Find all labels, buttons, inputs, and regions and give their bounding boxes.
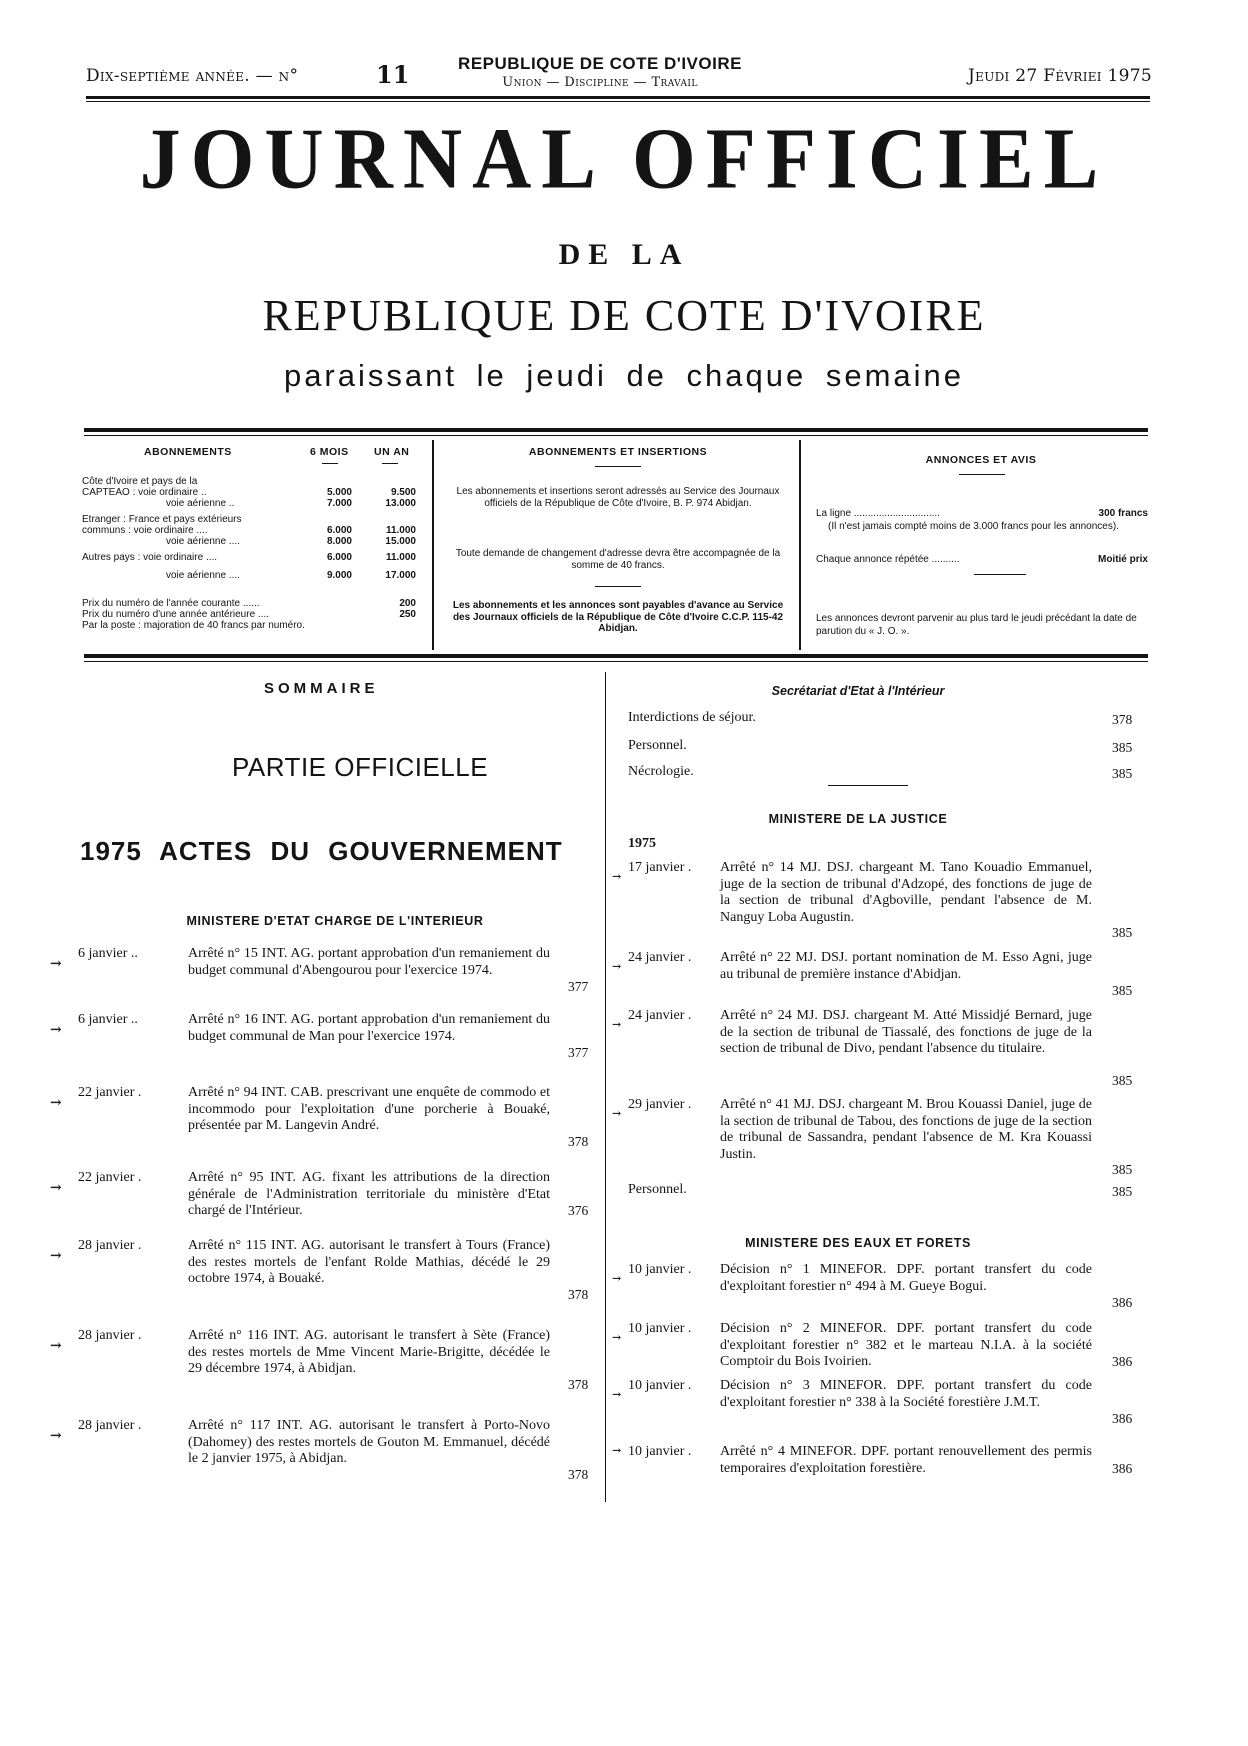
margin-tick-mark: → (50, 956, 62, 972)
margin-tick-mark: → (50, 1248, 62, 1264)
forets-heading: MINISTERE DES EAUX ET FORETS (745, 1236, 971, 1250)
entry-date: 6 janvier .. (78, 1012, 138, 1027)
entry-page: 386 (1112, 1354, 1133, 1369)
abonnement-un-an-value: 13.000 (385, 498, 416, 509)
secretariat-item-page: 378 (1112, 712, 1133, 727)
section-separator (828, 785, 908, 786)
entry-date: 28 janvier . (78, 1238, 142, 1253)
entry-date: 10 janvier . (628, 1444, 692, 1459)
entry-text: Arrêté n° 22 MJ. DSJ. portant nomination de M. Esso Agni, juge au tribunal de première instance d'Abidjan. (720, 950, 1092, 982)
entry-text: Arrêté n° 4 MINEFOR. DPF. portant renouvellement des permis temporaires d'exploitation forestière. (720, 1444, 1092, 1476)
abonnement-6mois-value: 5.000 (326, 487, 352, 498)
entry-text: Arrêté n° 16 INT. AG. portant approbation d'un remaniement du budget communal de Man pour l'exercice 1974. (188, 1012, 550, 1044)
entry-page: 386 (1112, 1411, 1133, 1426)
header-rule-thick (86, 96, 1150, 99)
ministere-interieur-heading: MINISTERE D'ETAT CHARGE DE L'INTERIEUR (186, 914, 484, 928)
entry-text: Arrêté n° 94 INT. CAB. prescrivant une enquête de commodo et incommodo pour l'exploitation d'une porcherie à Bouaké, présentée par M. Langevin André. (188, 1085, 550, 1133)
abonnement-6mois-value: 8.000 (326, 536, 352, 547)
annonces-repete-value: Moitié prix (1097, 554, 1148, 565)
entry-text: Décision n° 1 MINEFOR. DPF. portant transfert du code d'exploitant forestier n° 494 à M. Gueye Bogui. (720, 1262, 1092, 1294)
insertions-address (450, 486, 786, 509)
entry-page: 378 (568, 1134, 589, 1149)
entry-date: 24 janvier . (628, 950, 692, 965)
margin-tick-mark: → (50, 1095, 62, 1111)
header-rule-thin (86, 101, 1150, 102)
margin-tick-mark: → (50, 1338, 62, 1354)
price-value: 250 (399, 609, 416, 620)
justice-personnel-label: Personnel. (628, 1182, 687, 1197)
abonnements-heading: ABONNEMENTS (144, 446, 232, 458)
entry-page: 385 (1112, 983, 1133, 998)
entry-page: 377 (568, 1045, 589, 1060)
annonces-heading: ANNONCES ET AVIS (925, 454, 1037, 466)
entry-text: Arrêté n° 116 INT. AG. autorisant le transfert à Sète (France) des restes mortels de Mme Vincent Marie-Brigitte, décédée le 29 décembre 1974, à Abidjan. (188, 1328, 550, 1376)
box-bottom-rule-thin (84, 661, 1148, 662)
abonnement-un-an-value: 11.000 (385, 552, 416, 563)
entry-page: 385 (1112, 1162, 1133, 1177)
price-label: Prix du numéro d'une année antérieure .... (82, 609, 270, 620)
column-divider (605, 672, 606, 1502)
entry-date: 29 janvier . (628, 1097, 692, 1112)
margin-tick-mark: → (50, 1022, 62, 1038)
annonces-deadline: Les annonces devront parvenir au plus tard le jeudi précédant la date de parution du « J. O. ». (816, 613, 1137, 637)
entry-page: 386 (1112, 1295, 1133, 1310)
annonces-ligne-label: La ligne ............................... (816, 508, 940, 519)
entry-text: Décision n° 2 MINEFOR. DPF. portant transfert du code d'exploitant forestier n° 382 et le marteau N.I.A. à la société Comptoir du Bois Ivoirien. (720, 1321, 1092, 1369)
abonnement-6mois-value: 6.000 (326, 552, 352, 563)
entry-text: Arrêté n° 14 MJ. DSJ. chargeant M. Tano Kouadio Emmanuel, juge de la section de tribunal d'Adzopé, des fonctions de juge de la section de tribunal d'Agboville, pendant l'absence de M. Nanguy Loba Augustin. (720, 860, 1092, 925)
abonnement-6mois-value: 6.000 (326, 525, 352, 536)
box-top-rule-thin (84, 435, 1148, 436)
entry-date: 6 janvier .. (78, 946, 138, 961)
abonnement-un-an-value: 9.500 (390, 487, 416, 498)
secretariat-item-page: 385 (1112, 740, 1133, 755)
entry-page: 385 (1112, 925, 1133, 940)
entry-date: 24 janvier . (628, 1008, 692, 1023)
header-motto: Union — Discipline — Travail (502, 75, 698, 90)
price-label: Par la poste : majoration de 40 francs par numéro. (82, 620, 305, 631)
abonnement-row-label: Etranger : France et pays extérieurs (82, 514, 242, 525)
annonces-repete-label: Chaque annonce répétée .......... (816, 554, 960, 565)
secretariat-item-page: 385 (1112, 766, 1133, 781)
abonnement-row-label: CAPTEAO : voie ordinaire .. (82, 487, 207, 498)
entry-date: 10 janvier . (628, 1378, 692, 1393)
entry-page: 386 (1112, 1461, 1133, 1476)
dash (959, 474, 1005, 475)
insertions-change-address (450, 548, 786, 571)
abonnement-6mois-value: 7.000 (326, 498, 352, 509)
col-un-an: UN AN (374, 446, 410, 458)
insertions-p1: Les abonnements et insertions seront adressés au Service des Journaux officiels de la République de Côte d'Ivoire, B. P. 974 Abidjan. (456, 486, 780, 509)
entry-date: 22 janvier . (78, 1170, 142, 1185)
entry-date: 10 janvier . (628, 1321, 692, 1336)
entry-date: 28 janvier . (78, 1418, 142, 1433)
entry-text: Arrêté n° 95 INT. AG. fixant les attributions de la direction générale de l'Administration territoriale du ministère d'Etat chargé de l'Intérieur. (188, 1170, 550, 1218)
abonnement-row-label: Côte d'Ivoire et pays de la (82, 476, 198, 487)
header-republic (420, 54, 780, 90)
issue-date: Jeudi 27 Févriei 1975 (968, 66, 1152, 86)
annonces-column (814, 454, 1148, 637)
col-6mois: 6 MOIS (310, 446, 349, 458)
box-divider-2 (799, 440, 801, 650)
margin-tick-mark: → (50, 1180, 62, 1196)
partie-officielle-heading: PARTIE OFFICIELLE (232, 752, 489, 782)
margin-tick-mark: → (612, 960, 622, 973)
dash (595, 466, 641, 467)
margin-tick-mark: → (612, 870, 622, 883)
justice-year: 1975 (628, 836, 656, 851)
abonnement-row-label: voie aérienne .... (166, 536, 240, 547)
price-label: Prix du numéro de l'année courante ...... (82, 598, 260, 609)
year-issue-label: Dix-septième année. — n° (86, 66, 299, 86)
abonnement-un-an-value: 15.000 (385, 536, 416, 547)
secretariat-item-label: Interdictions de séjour. (628, 710, 756, 725)
entry-page: 378 (568, 1467, 589, 1482)
masthead-republic: REPUBLIQUE DE COTE D'IVOIRE (262, 291, 986, 340)
dash (974, 574, 1026, 575)
justice-personnel-page: 385 (1112, 1184, 1133, 1199)
insertions-column (450, 446, 786, 634)
entry-text: Arrêté n° 41 MJ. DSJ. chargeant M. Brou Kouassi Daniel, juge de la section de tribunal de Tabou, des fonctions de juge de la section de tribunal de Sassandra, pendant l'absence de M. Kra Kouassi Justin. (720, 1097, 1092, 1162)
abonnement-un-an-value: 11.000 (385, 525, 416, 536)
entry-page: 376 (568, 1203, 589, 1218)
entry-text: Arrêté n° 24 MJ. DSJ. chargeant M. Atté Missidjé Bernard, juge de la section de tribunal de Tiassalé, des fonctions de juge de la section de tribunal de Divo, pendant l'absence du titulaire. (720, 1008, 1092, 1056)
margin-tick-mark: → (50, 1428, 62, 1444)
abonnement-row-label: voie aérienne .. (166, 498, 235, 509)
box-top-rule (84, 428, 1148, 432)
dash (595, 586, 641, 587)
box-divider-1 (432, 440, 434, 650)
secretariat-item-label: Nécrologie. (628, 764, 694, 779)
dash (322, 463, 338, 464)
dash (382, 463, 398, 464)
entry-text: Arrêté n° 15 INT. AG. portant approbation d'un remaniement du budget communal d'Abengourou pour l'exercice 1974. (188, 946, 550, 978)
insertions-payment: Les abonnements et les annonces sont payables d'avance au Service des Journaux officiels de la République de Côte d'Ivoire C.C.P. 115-42 Abidjan. (452, 600, 784, 634)
entry-date: 10 janvier . (628, 1262, 692, 1277)
insertions-heading: ABONNEMENTS ET INSERTIONS (528, 446, 708, 458)
margin-tick-mark: → (612, 1107, 622, 1120)
secretariat-item-label: Personnel. (628, 738, 687, 753)
entry-page: 385 (1112, 1073, 1133, 1088)
header-republic-name: REPUBLIQUE DE COTE D'IVOIRE (458, 54, 742, 73)
entry-date: 17 janvier . (628, 860, 692, 875)
entry-text: Arrêté n° 115 INT. AG. autorisant le transfert à Tours (France) des restes mortels de l'enfant Rolde Mathias, décédé le 29 octobre 1974, à Bouaké. (188, 1238, 550, 1286)
box-bottom-rule (84, 654, 1148, 658)
justice-heading: MINISTERE DE LA JUSTICE (768, 812, 948, 826)
abonnement-row-label: Autres pays : voie ordinaire .... (82, 552, 218, 563)
annonces-ligne-note: (Il n'est jamais compté moins de 3.000 francs pour les annonces). (828, 521, 1119, 532)
margin-tick-mark: → (612, 1331, 622, 1344)
abonnement-row-label: communs : voie ordinaire .... (82, 525, 208, 536)
masthead-tagline: paraissant le jeudi de chaque semaine (283, 358, 965, 393)
entry-date: 28 janvier . (78, 1328, 142, 1343)
sommaire-heading: SOMMAIRE (264, 680, 379, 697)
price-value: 200 (399, 598, 416, 609)
entry-page: 378 (568, 1377, 589, 1392)
margin-tick-mark: → (612, 1444, 622, 1457)
annonces-ligne-value: 300 francs (1098, 508, 1148, 519)
entry-page: 377 (568, 979, 589, 994)
issue-number: 11 (376, 60, 410, 89)
entry-text: Décision n° 3 MINEFOR. DPF. portant transfert du code d'exploitant forestier n° 338 à la Société forestière J.M.T. (720, 1378, 1092, 1410)
masthead-de-la: DE LA (558, 238, 690, 271)
abonnement-row-label: voie aérienne .... (166, 570, 240, 581)
margin-tick-mark: → (612, 1272, 622, 1285)
entry-page: 378 (568, 1287, 589, 1302)
abonnement-un-an-value: 17.000 (385, 570, 416, 581)
entry-date: 22 janvier . (78, 1085, 142, 1100)
actes-heading: 1975 ACTES DU GOUVERNEMENT (80, 836, 563, 866)
abonnement-6mois-value: 9.000 (326, 570, 352, 581)
margin-tick-mark: → (612, 1388, 622, 1401)
insertions-p2: Toute demande de changement d'adresse devra être accompagnée de la somme de 40 francs. (455, 548, 781, 571)
entry-text: Arrêté n° 117 INT. AG. autorisant le transfert à Porto-Novo (Dahomey) des restes mortels de Gouton M. Emmanuel, décédé le 2 janvier 1975, à Abidjan. (188, 1418, 550, 1466)
secretariat-heading: Secrétariat d'Etat à l'Intérieur (771, 684, 945, 698)
masthead-title: JOURNAL OFFICIEL (139, 110, 1109, 207)
margin-tick-mark: → (612, 1018, 622, 1031)
